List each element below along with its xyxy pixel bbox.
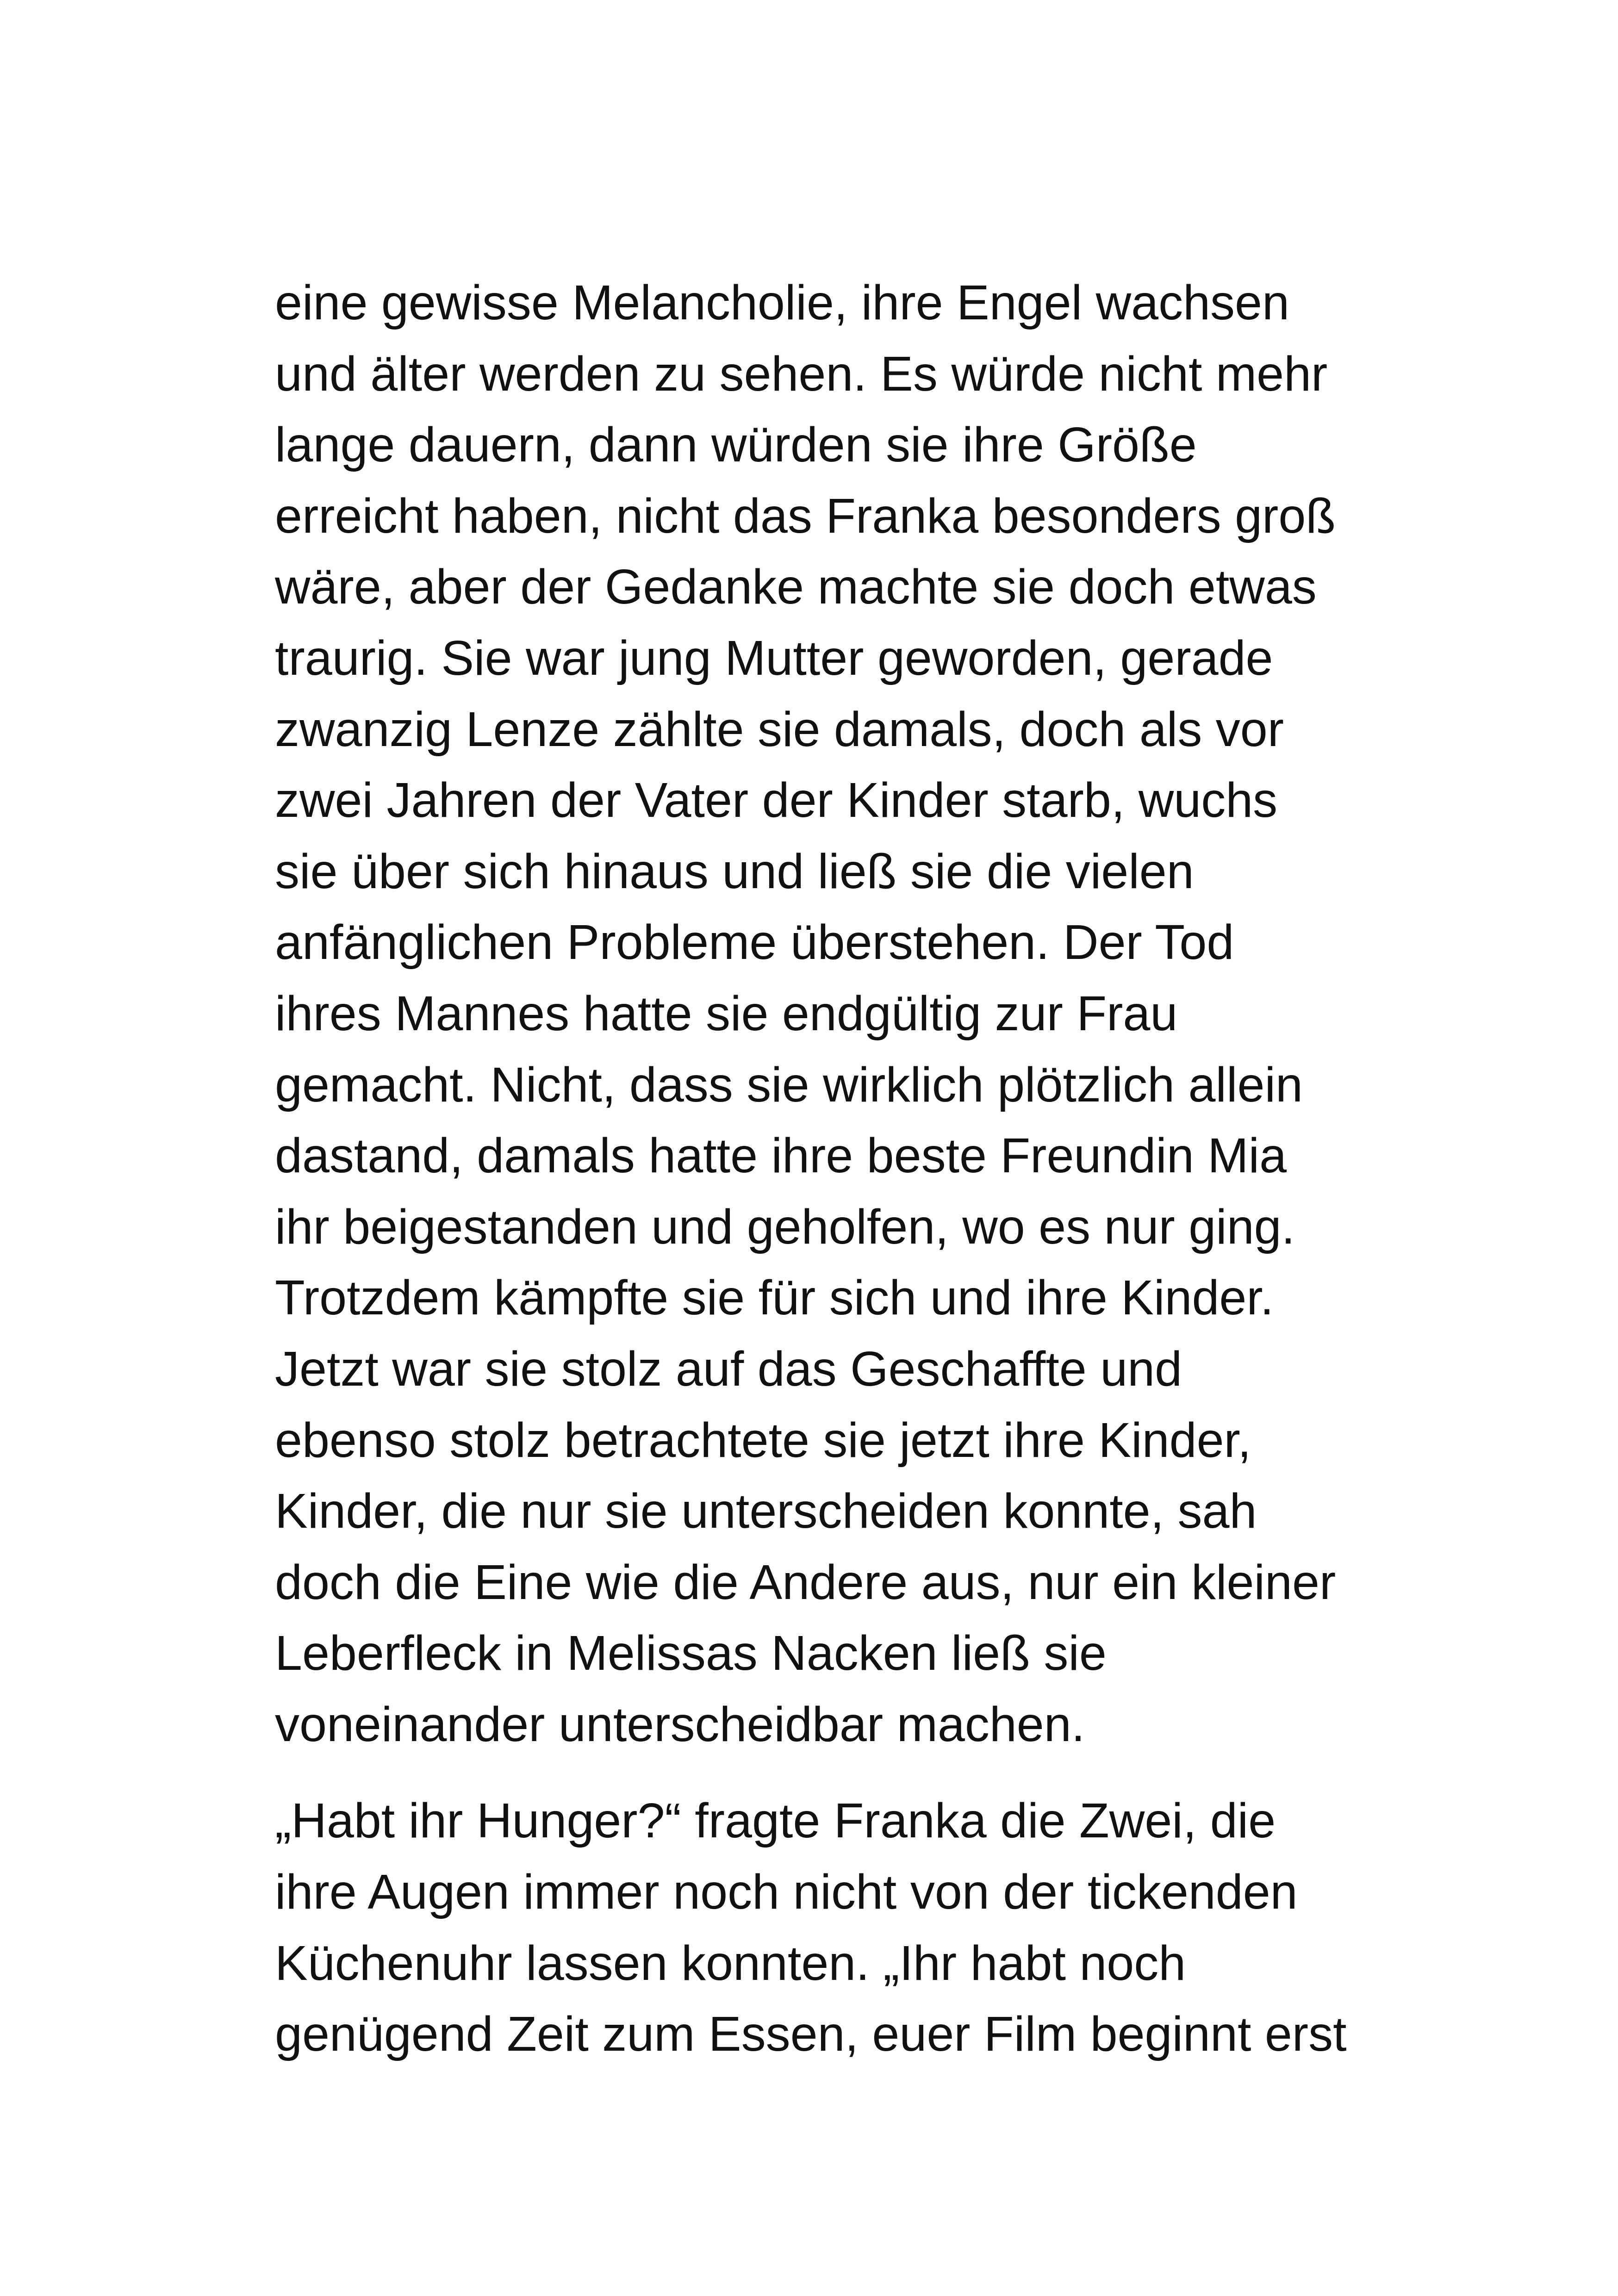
text-line: genügend Zeit zum Essen, euer Film beginnt erst [275,2007,1347,2062]
text-line: zwanzig Lenze zählte sie damals, doch als vor [275,702,1284,757]
text-line: und älter werden zu sehen. Es würde nicht mehr [275,346,1328,401]
text-line: Leberfleck in Melissas Nacken ließ sie [275,1626,1107,1681]
text-line: voneinander unterscheidbar machen. [275,1697,1085,1752]
text-line: dastand, damals hatte ihre beste Freundin Mia [275,1128,1287,1183]
text-line: gemacht. Nicht, dass sie wirklich plötzlich allein [275,1057,1303,1112]
text-line: anfänglichen Probleme überstehen. Der Tod [275,915,1234,970]
paragraph-1 [275,268,1386,1760]
text-line: zwei Jahren der Vater der Kinder starb, wuchs [275,773,1278,828]
text-line: eine gewisse Melancholie, ihre Engel wachsen [275,275,1289,330]
text-line: ihr beigestanden und geholfen, wo es nur ging. [275,1199,1295,1254]
text-line: wäre, aber der Gedanke machte sie doch etwas [275,560,1317,615]
text-line: ihres Mannes hatte sie endgültig zur Frau [275,986,1178,1041]
text-line: doch die Eine wie die Andere aus, nur ein kleiner [275,1555,1336,1610]
text-line: sie über sich hinaus und ließ sie die vielen [275,844,1194,899]
text-line: traurig. Sie war jung Mutter geworden, gerade [275,630,1273,685]
text-line: Jetzt war sie stolz auf das Geschaffte und [275,1341,1182,1396]
text-line: ihre Augen immer noch nicht von der tickenden [275,1865,1298,1920]
text-line: Kinder, die nur sie unterscheiden konnte, sah [275,1484,1257,1539]
text-line: ebenso stolz betrachtete sie jetzt ihre Kinder, [275,1412,1251,1468]
text-line: erreicht haben, nicht das Franka besonders groß [275,488,1336,543]
text-line: „Habt ihr Hunger?“ fragte Franka die Zwei, die [275,1793,1276,1848]
text-line: Trotzdem kämpfte sie für sich und ihre Kinder. [275,1270,1274,1325]
body-text [275,268,1386,2070]
paragraph-2 [275,1786,1386,2070]
text-line: lange dauern, dann würden sie ihre Größe [275,417,1197,473]
text-line: Küchenuhr lassen konnten. „Ihr habt noch [275,1935,1186,1991]
